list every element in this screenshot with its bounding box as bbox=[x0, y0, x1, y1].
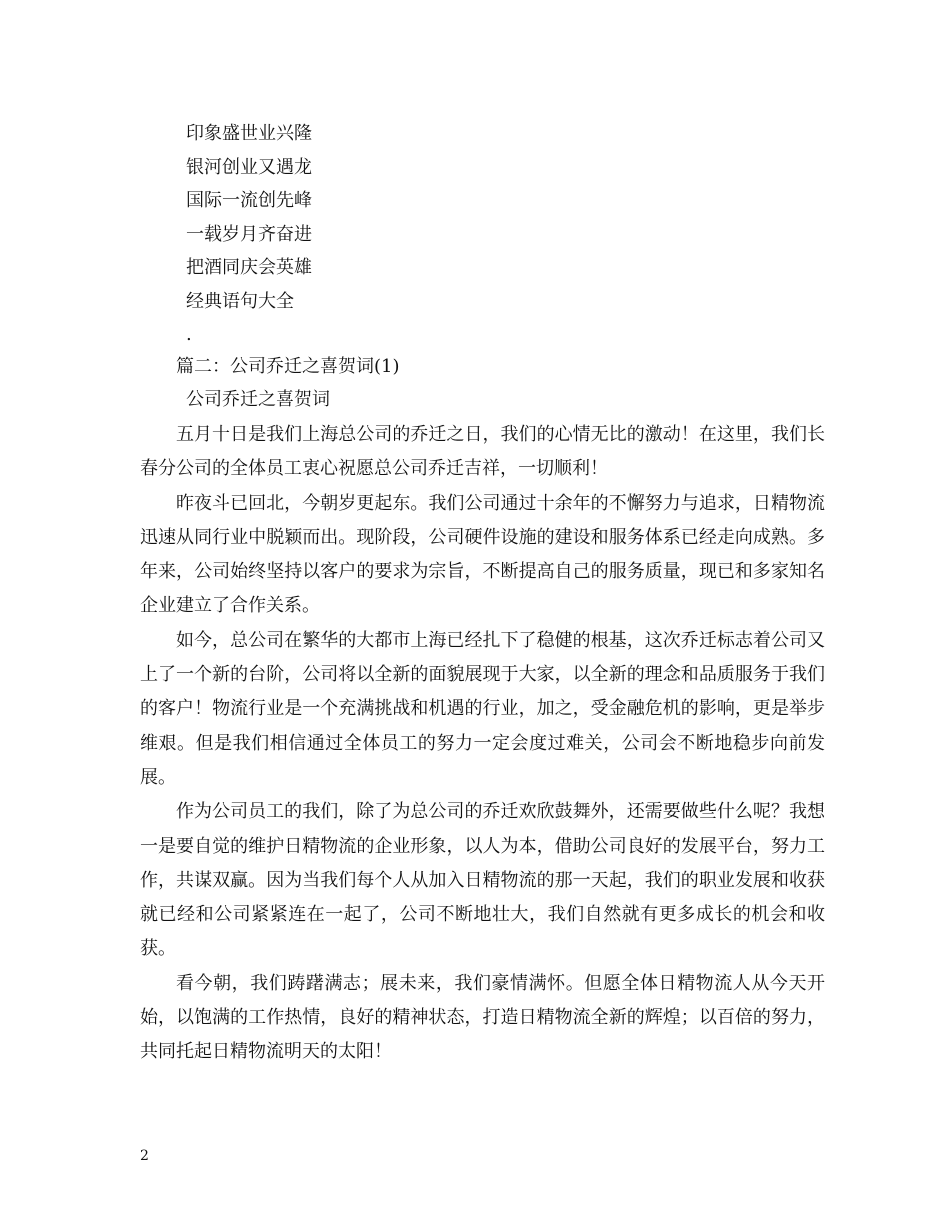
body-text bbox=[140, 418, 825, 1070]
poem-line: 国际一流创先峰 bbox=[186, 190, 312, 211]
document-title: 公司乔迁之喜贺词 bbox=[186, 389, 330, 410]
section-heading: 篇二：公司乔迁之喜贺词(1) bbox=[176, 356, 400, 377]
poem-line: 一载岁月齐奋进 bbox=[186, 223, 312, 245]
couplet-poem bbox=[186, 117, 312, 318]
paragraph: 五月十日是我们上海总公司的乔迁之日，我们的心情无比的激动！在这里，我们长春分公司的全体员工衷心祝愿总公司乔迁吉祥，一切顺利！ bbox=[140, 424, 825, 480]
poem-line: 把酒同庆会英雄 bbox=[186, 257, 312, 278]
poem-line: 印象盛世业兴隆 bbox=[186, 123, 312, 144]
poem-line: 经典语句大全 bbox=[186, 290, 294, 312]
paragraph: 作为公司员工的我们，除了为总公司的乔迁欢欣鼓舞外，还需要做些什么呢？我想一是要自觉的维护日精物流的企业形象，以人为本，借助公司良好的发展平台，努力工作，共谋双赢。因为当我们每个人从加入日精物流的那一天起，我们的职业发展和收获就已经和公司紧紧连在一起了，公司不断地壮大，我们自然就有更多成长的机会和收获。 bbox=[140, 801, 825, 960]
separator-dot: . bbox=[186, 324, 192, 345]
page-number: 2 bbox=[140, 1148, 149, 1164]
paragraph: 看今朝，我们踌躇满志；展未来，我们豪情满怀。但愿全体日精物流人从今天开始，以饱满的工作热情，良好的精神状态，打造日精物流全新的辉煌；以百倍的努力，共同托起日精物流明天的太阳！ bbox=[140, 972, 825, 1063]
paragraph: 昨夜斗已回北，今朝岁更起东。我们公司通过十余年的不懈努力与追求，日精物流迅速从同行业中脱颖而出。现阶段，公司硬件设施的建设和服务体系已经走向成熟。多年来，公司始终坚持以客户的要求为宗旨，不断提高自己的服务质量，现已和多家知名企业建立了合作关系。 bbox=[140, 492, 825, 617]
paragraph: 如今，总公司在繁华的大都市上海已经扎下了稳健的根基，这次乔迁标志着公司又上了一个新的台阶，公司将以全新的面貌展现于大家，以全新的理念和品质服务于我们的客户！物流行业是一个充满挑战和机遇的行业，加之，受金融危机的影响，更是举步维艰。但是我们相信通过全体员工的努力一定会度过难关，公司会不断地稳步向前发展。 bbox=[140, 629, 825, 788]
poem-line: 银河创业又遇龙 bbox=[186, 156, 312, 178]
